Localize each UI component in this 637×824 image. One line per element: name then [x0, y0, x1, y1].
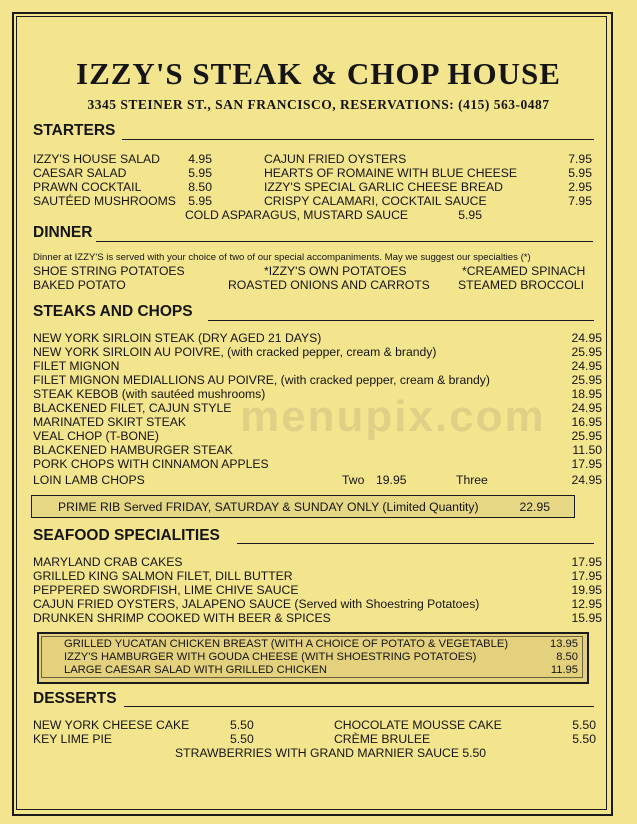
section-heading-steaks: STEAKS AND CHOPS — [33, 303, 193, 320]
menu-item: DRUNKEN SHRIMP COOKED WITH BEER & SPICES — [33, 611, 331, 625]
menu-item: PRAWN COCKTAIL — [33, 180, 142, 194]
menu-item: CHOCOLATE MOUSSE CAKE — [334, 718, 502, 732]
side-option: *IZZY'S OWN POTATOES — [264, 264, 407, 278]
menu-item: GRILLED YUCATAN CHICKEN BREAST (WITH A CHOICE OF POTATO & VEGETABLE) — [64, 638, 509, 650]
menu-item: MARINATED SKIRT STEAK — [33, 415, 187, 429]
menu-item: CRÈME BRULEE — [334, 732, 431, 746]
side-option: STEAMED BROCCOLI — [458, 278, 584, 292]
menu-price: 4.95 — [188, 152, 212, 166]
menu-price: 7.95 — [568, 152, 592, 166]
menu-item: NEW YORK SIRLOIN STEAK (DRY AGED 21 DAYS) — [33, 331, 322, 345]
menu-price: 16.95 — [571, 415, 602, 429]
menu-price: 11.50 — [572, 443, 602, 457]
menu-price: 2.95 — [568, 180, 592, 194]
menu-item: BLACKENED FILET, CAJUN STYLE — [33, 401, 232, 415]
menu-item: KEY LIME PIE — [33, 732, 113, 746]
restaurant-title: IZZY'S STEAK & CHOP HOUSE — [76, 56, 561, 91]
section-heading-seafood: SEAFOOD SPECIALITIES — [33, 527, 220, 544]
menu-item: NEW YORK SIRLOIN AU POIVRE, (with cracked pepper, cream & brandy) — [33, 345, 437, 359]
menu-item: CAESAR SALAD — [33, 166, 127, 180]
restaurant-address: 3345 STEINER ST., SAN FRANCISCO, RESERVATIONS: (415) 563-0487 — [87, 97, 550, 112]
menu-price: 24.95 — [571, 401, 602, 415]
lamb-two-label: Two — [342, 473, 365, 487]
menu-price: 8.50 — [188, 180, 212, 194]
menu-item: IZZY'S HAMBURGER WITH GOUDA CHEESE (WITH SHOESTRING POTATOES) — [64, 651, 477, 663]
menu-price: 15.95 — [571, 611, 602, 625]
menu-price: 25.95 — [571, 373, 602, 387]
section-rule — [237, 543, 594, 544]
menu-item: VEAL CHOP (T-BONE) — [33, 429, 159, 443]
dinner-note: Dinner at IZZY'S is served with your choice of two of our special accompaniments. May we suggest our specialties (*) — [33, 252, 531, 263]
side-option: *CREAMED SPINACH — [462, 264, 586, 278]
menu-item: LARGE CAESAR SALAD WITH GRILLED CHICKEN — [64, 664, 327, 676]
section-rule — [124, 706, 594, 707]
menu-item: COLD ASPARAGUS, MUSTARD SAUCE — [185, 208, 409, 222]
section-rule — [122, 139, 594, 140]
menu-price: 17.95 — [571, 457, 602, 471]
section-rule — [96, 241, 593, 242]
menu-item: HEARTS OF ROMAINE WITH BLUE CHEESE — [264, 166, 518, 180]
menu-item: CRISPY CALAMARI, COCKTAIL SAUCE — [264, 194, 487, 208]
menu-price: 25.95 — [571, 429, 602, 443]
side-option: BAKED POTATO — [33, 278, 126, 292]
menu-price: 13.95 — [550, 638, 578, 650]
menu-item: MARYLAND CRAB CAKES — [33, 555, 183, 569]
menu-item: FILET MIGNON — [33, 359, 120, 373]
prime-rib-text: PRIME RIB Served FRIDAY, SATURDAY & SUNDAY ONLY (Limited Quantity) — [58, 500, 479, 514]
menu-price: 5.95 — [188, 166, 212, 180]
menu-price: 12.95 — [571, 597, 602, 611]
menu-price: 7.95 — [568, 194, 592, 208]
menu-item: FILET MIGNON MEDIALLIONS AU POIVRE, (with cracked pepper, cream & brandy) — [33, 373, 490, 387]
menu-price: 24.95 — [571, 359, 602, 373]
menu-price: 8.50 — [556, 651, 578, 663]
menu-price: 5.50 — [230, 732, 254, 746]
menu-item: GRILLED KING SALMON FILET, DILL BUTTER — [33, 569, 293, 583]
menu-item: STRAWBERRIES WITH GRAND MARNIER SAUCE 5.50 — [175, 746, 487, 760]
side-option: ROASTED ONIONS AND CARROTS — [228, 278, 430, 292]
menu-price: 22.95 — [519, 500, 550, 514]
menu-price: 24.95 — [571, 473, 602, 487]
menu-item: SAUTÉED MUSHROOMS — [33, 194, 176, 208]
menu-item: CAJUN FRIED OYSTERS — [264, 152, 407, 166]
menu-item: STEAK KEBOB (with sautéed mushrooms) — [33, 387, 266, 401]
menu-price: 5.95 — [458, 208, 482, 222]
menu-item: NEW YORK CHEESE CAKE — [33, 718, 190, 732]
section-heading-starters: STARTERS — [33, 122, 116, 139]
menu-item: LOIN LAMB CHOPS — [33, 473, 145, 487]
lamb-three-label: Three — [456, 473, 488, 487]
menu-price: 25.95 — [571, 345, 602, 359]
menu-price: 19.95 — [571, 583, 602, 597]
watermark: menupix.com — [240, 392, 546, 441]
section-heading-dinner: DINNER — [33, 224, 93, 241]
menu-price: 19.95 — [376, 473, 407, 487]
side-option: SHOE STRING POTATOES — [33, 264, 185, 278]
menu-item: BLACKENED HAMBURGER STEAK — [33, 443, 233, 457]
menu-item: IZZY'S HOUSE SALAD — [33, 152, 160, 166]
menu-price: 5.50 — [572, 732, 596, 746]
menu-item: CAJUN FRIED OYSTERS, JALAPENO SAUCE (Served with Shoestring Potatoes) — [33, 597, 480, 611]
section-heading-desserts: DESSERTS — [33, 690, 117, 707]
menu-price: 5.50 — [230, 718, 254, 732]
menu-item: PORK CHOPS WITH CINNAMON APPLES — [33, 457, 269, 471]
menu-price: 24.95 — [571, 331, 602, 345]
menu-price: 5.95 — [188, 194, 212, 208]
menu-price: 5.95 — [568, 166, 592, 180]
section-rule — [208, 320, 594, 321]
menu-item: PEPPERED SWORDFISH, LIME CHIVE SAUCE — [33, 583, 299, 597]
menu-price: 17.95 — [571, 555, 602, 569]
menu-price: 5.50 — [572, 718, 596, 732]
menu-price: 11.95 — [550, 664, 578, 676]
menu-price: 18.95 — [571, 387, 602, 401]
menu-price: 17.95 — [571, 569, 602, 583]
menu-item: IZZY'S SPECIAL GARLIC CHEESE BREAD — [264, 180, 503, 194]
